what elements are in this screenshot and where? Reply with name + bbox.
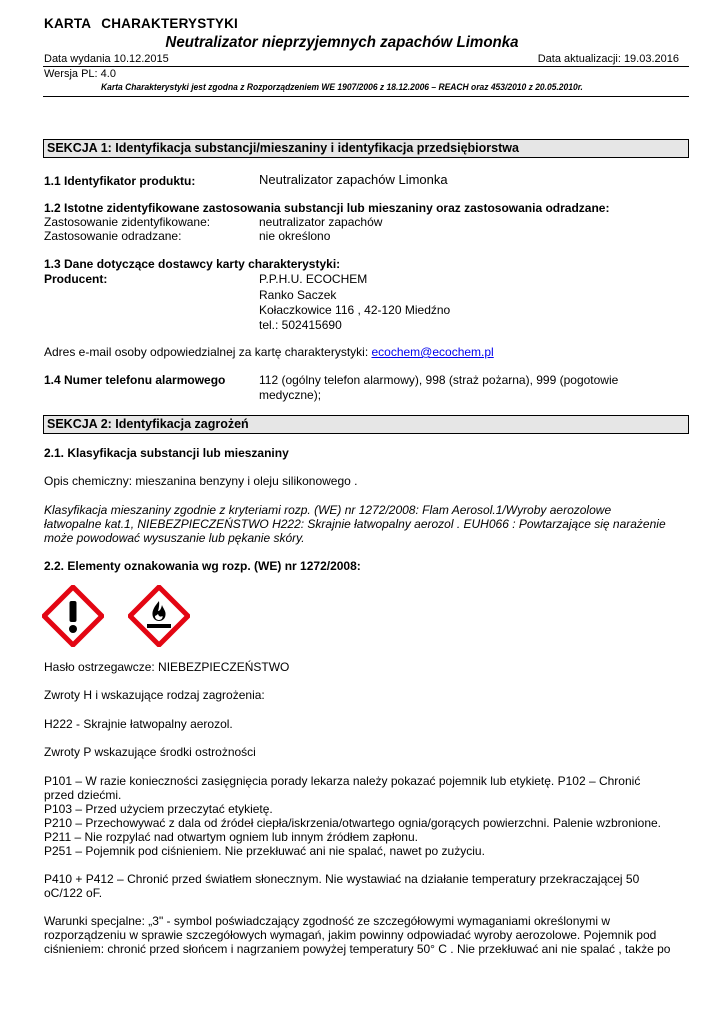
- p-statements-heading: Zwroty P wskazujące środki ostrożności: [44, 745, 256, 759]
- classification-line3: może powodować wysuszanie lub pękanie skóry.: [44, 531, 305, 545]
- update-date: Data aktualizacji: 19.03.2016: [537, 53, 679, 65]
- p211-statement: P211 – Nie rozpylać nad otwartym ogniem lub innym źródłem zapłonu.: [44, 830, 418, 844]
- producer-name: P.P.H.U. ECOCHEM: [259, 272, 368, 286]
- special-conditions-line1: Warunki specjalne: „3" - symbol poświadczający zgodność ze szczegółowymi wymaganiami określonymi w: [44, 914, 611, 928]
- p101-line1: P101 – W razie konieczności zasięgnięcia porady lekarza należy pokazać pojemnik lub etykietę. P102 – Chronić: [44, 774, 641, 788]
- s13-heading: 1.3 Dane dotyczące dostawcy karty charakterystyki:: [44, 257, 341, 271]
- product-title: Neutralizator nieprzyjemnych zapachów Limonka: [165, 34, 519, 51]
- signal-word: Hasło ostrzegawcze: NIEBEZPIECZEŃSTWO: [44, 660, 290, 674]
- flame-icon: [128, 585, 190, 647]
- s14-value-line2: medyczne);: [259, 388, 322, 402]
- s12-use-label: Zastosowanie zidentyfikowane:: [44, 215, 211, 229]
- producer-address: Kołaczkowice 116 , 42-120 Miedźno: [259, 303, 451, 317]
- p101-line2: przed dziećmi.: [44, 788, 122, 802]
- exclamation-mark-icon: [42, 585, 104, 647]
- s21-heading: 2.1. Klasyfikacja substancji lub mieszaniny: [44, 446, 289, 460]
- s11-value: Neutralizator zapachów Limonka: [259, 172, 448, 187]
- special-conditions-line3: ciśnieniem: chronić przed słońcem i nagrzaniem powyżej temperatury 50° C . Nie przekłuwać ani nie spalać , także po: [44, 942, 671, 956]
- email-label: Adres e-mail osoby odpowiedzialnej za kartę charakterystyki:: [44, 345, 372, 359]
- email-line: [44, 345, 494, 359]
- p103-statement: P103 – Przed użyciem przeczytać etykietę.: [44, 802, 273, 816]
- s12-advised-label: Zastosowanie odradzane:: [44, 229, 182, 243]
- classification-line2: łatwopalne kat.1, NIEBEZPIECZEŃSTWO H222: Skrajnie łatwopalny aerozol . EUH066 : Powtarzające się narażenie: [44, 517, 666, 531]
- email-link[interactable]: ecochem@ecochem.pl: [371, 345, 494, 359]
- version: Wersja PL: 4.0: [44, 68, 116, 80]
- document-type: [44, 16, 248, 31]
- s11-label: 1.1 Identyfikator produktu:: [44, 174, 196, 188]
- h222-statement: H222 - Skrajnie łatwopalny aerozol.: [44, 717, 233, 731]
- s12-use-value: neutralizator zapachów: [259, 215, 383, 229]
- producer-phone: tel.: 502415690: [259, 318, 342, 332]
- s14-value-line1: 112 (ogólny telefon alarmowy), 998 (straż pożarna), 999 (pogotowie: [259, 373, 619, 387]
- section-2-header: [43, 415, 689, 434]
- p210-statement: P210 – Przechowywać z dala od źródeł ciepła/iskrzenia/otwartego ognia/gorących powierzchni. Palenie wzbronione.: [44, 816, 662, 830]
- p251-statement: P251 – Pojemnik pod ciśnieniem. Nie przekłuwać ani nie spalać, nawet po zużyciu.: [44, 844, 485, 858]
- s12-advised-value: nie określono: [259, 229, 331, 243]
- section-2-title: SEKCJA 2: Identyfikacja zagrożeń: [47, 417, 249, 431]
- regulation-divider: [43, 96, 689, 97]
- s14-label: 1.4 Numer telefonu alarmowego: [44, 373, 226, 387]
- producer-label: Producent:: [44, 272, 108, 286]
- section-1-title: SEKCJA 1: Identyfikacja substancji/mieszaniny i identyfikacja przedsiębiorstwa: [47, 141, 519, 155]
- classification-line1: Klasyfikacja mieszaniny zgodnie z kryteriami rozp. (WE) nr 1272/2008: Flam Aerosol.1/Wyroby aerozolowe: [44, 503, 612, 517]
- p410-line1: P410 + P412 – Chronić przed światłem słonecznym. Nie wystawiać na działanie temperatury przekraczającej 50: [44, 872, 640, 886]
- regulation-note: Karta Charakterystyki jest zgodna z Rozporządzeniem WE 1907/2006 z 18.12.2006 – REACH oraz 453/2010 z 20.05.2010r.: [101, 82, 583, 92]
- doc-type-word1: KARTA: [44, 16, 92, 31]
- s12-heading: 1.2 Istotne zidentyfikowane zastosowania substancji lub mieszaniny oraz zastosowania odradzane:: [44, 201, 610, 215]
- special-conditions-line2: rozporządzeniu w sprawie szczegółowych wymagań, jakim powinny odpowiadać wyroby aerozolowe. Pojemnik pod: [44, 928, 657, 942]
- p410-line2: oC/122 oF.: [44, 886, 103, 900]
- issue-date: Data wydania 10.12.2015: [44, 53, 169, 65]
- section-1-header: [43, 139, 689, 158]
- doc-type-word2: CHARAKTERYSTYKI: [101, 16, 239, 31]
- h-statements-heading: Zwroty H i wskazujące rodzaj zagrożenia:: [44, 688, 265, 702]
- header-divider: [43, 66, 689, 67]
- producer-person: Ranko Saczek: [259, 288, 337, 302]
- s22-heading: 2.2. Elementy oznakowania wg rozp. (WE) nr 1272/2008:: [44, 559, 361, 573]
- chem-description: Opis chemiczny: mieszanina benzyny i oleju silikonowego .: [44, 474, 358, 488]
